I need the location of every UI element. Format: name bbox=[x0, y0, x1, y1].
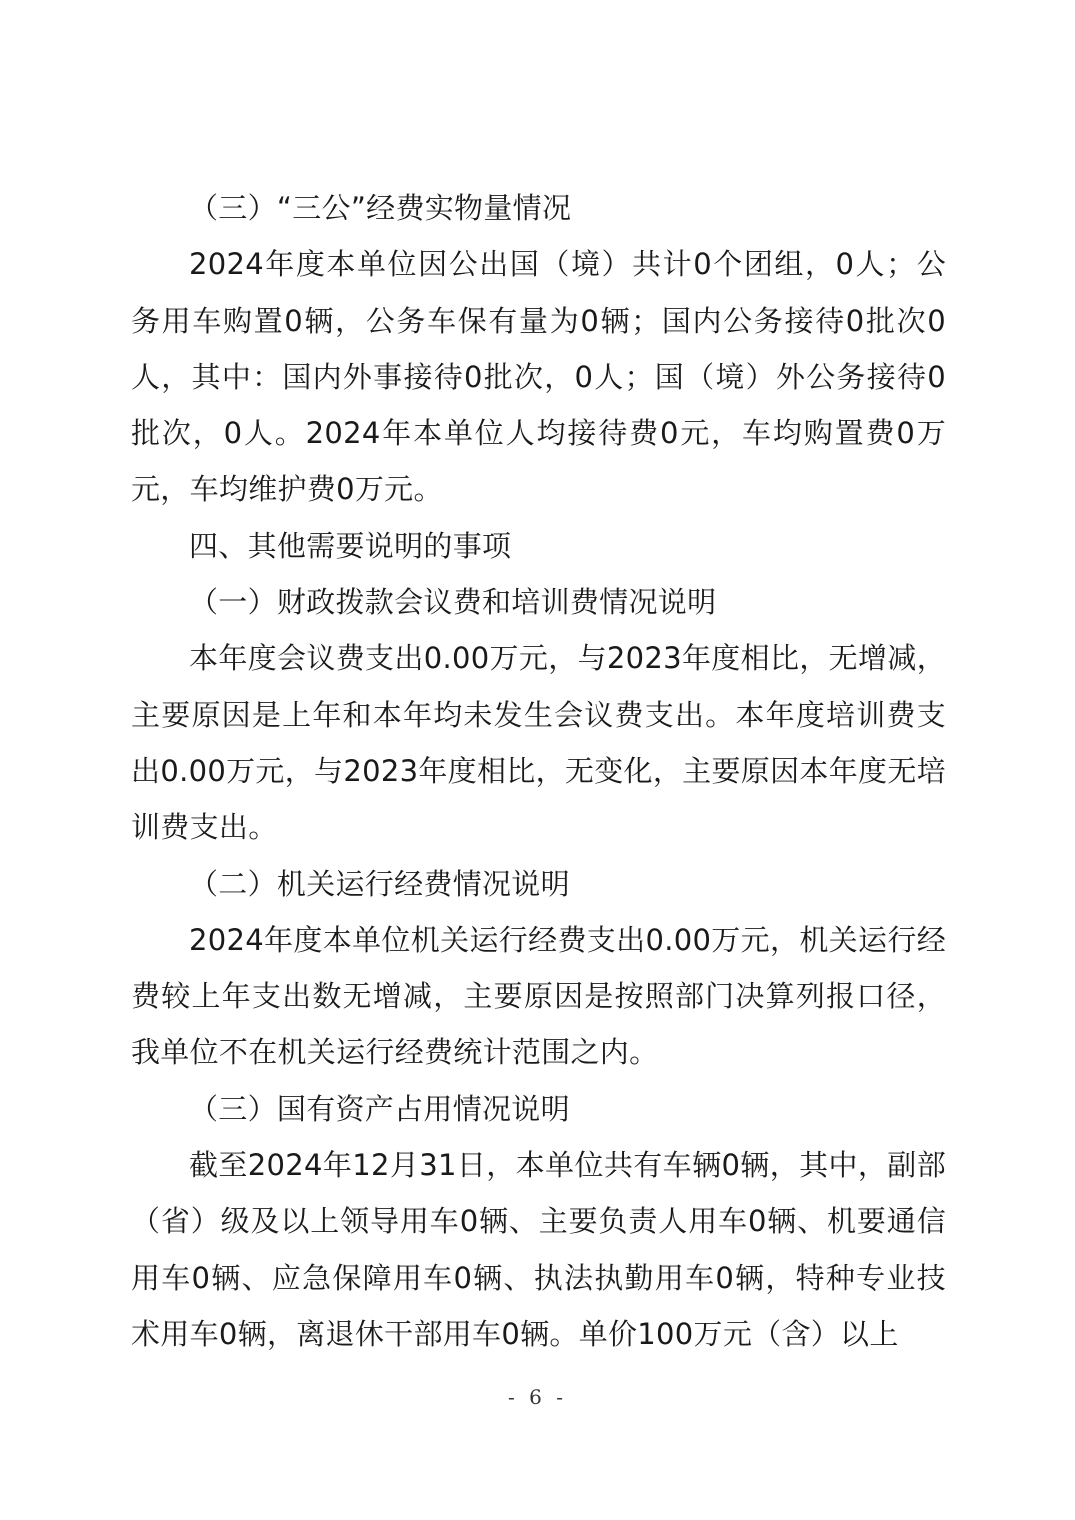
paragraph-meeting-training-fees: 本年度会议费支出0.00万元，与2023年度相比，无增减，主要原因是上年和本年均未发生会议费支出。本年度培训费支出0.00万元，与2023年度相比，无变化，主要原因本年度无培训费支出。 bbox=[131, 641, 946, 845]
heading-state-assets: （三）国有资产占用情况说明 bbox=[189, 1091, 570, 1126]
heading-operating-expenses: （二）机关运行经费情况说明 bbox=[189, 866, 570, 901]
heading-three-public-expenses-physical: （三）“三公”经费实物量情况 bbox=[189, 191, 572, 225]
document-body bbox=[131, 180, 946, 1362]
heading-other-matters: 四、其他需要说明的事项 bbox=[189, 528, 512, 563]
heading-meeting-training-fees: （一）财政拨款会议费和培训费情况说明 bbox=[189, 585, 717, 620]
paragraph-operating-expenses: 2024年度本单位机关运行经费支出0.00万元，机关运行经费较上年支出数无增减，主要原因是按照部门决算列报口径，我单位不在机关运行经费统计范围之内。 bbox=[131, 922, 946, 1070]
paragraph-state-assets: 截至2024年12月31日，本单位共有车辆0辆，其中，副部（省）级及以上领导用车0辆、主要负责人用车0辆、机要通信用车0辆、应急保障用车0辆、执法执勤用车0辆，特种专业技术用车0辆，离退休干部用车0辆。单价100万元（含）以上 bbox=[131, 1148, 946, 1351]
paragraph-three-public-expenses-detail: 2024年度本单位因公出国（境）共计0个团组，0人；公务用车购置0辆，公务车保有量为0辆；国内公务接待0批次0人，其中：国内外事接待0批次，0人；国（境）外公务接待0批次，0人。2024年本单位人均接待费0元，车均购置费0万元，车均维护费0万元。 bbox=[131, 247, 946, 507]
page-number: - 6 - bbox=[508, 1385, 567, 1409]
